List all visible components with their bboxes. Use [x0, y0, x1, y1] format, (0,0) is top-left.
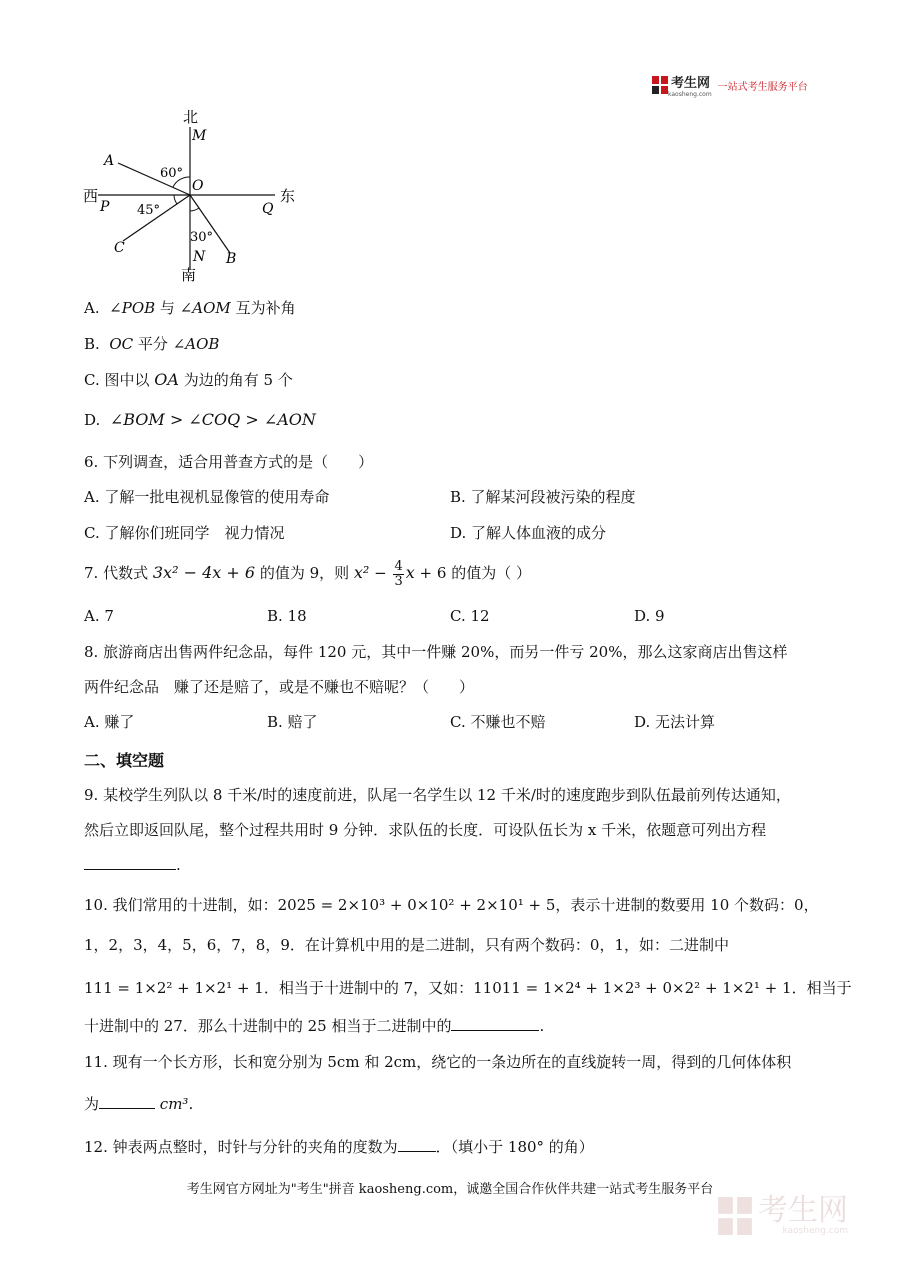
q5-option-c: C. 图中以 OA 为边的角有 5 个	[84, 370, 293, 389]
q8-option-a: A. 赚了	[84, 713, 135, 731]
q10-line-1: 10. 我们常用的十进制，如：2025 = 2×10³ + 0×10² + 2×10¹ + 5，表示十进制的数要用 10 个数码：0，	[84, 896, 819, 914]
arc-45	[174, 195, 177, 204]
q6-stem: 6. 下列调查，适合用普查方式的是（ ）	[84, 453, 374, 471]
q9-line-2: 然后立即返回队尾，整个过程共用时 9 分钟．求队伍的长度．可设队伍长为 x 千米，依题意可列出方程	[84, 821, 767, 839]
q6-option-a: A. 了解一批电视机显像管的使用寿命	[84, 488, 330, 506]
q8-line-1: 8. 旅游商店出售两件纪念品，每件 120 元，其中一件赚 20%，而另一件亏 20%，那么这家商店出售这样	[84, 643, 788, 661]
label-a: A	[104, 153, 115, 169]
q10-line-3: 111 = 1×2² + 1×2¹ + 1．相当于十进制中的 7，又如：11011 = 1×2⁴ + 1×2³ + 0×2² + 1×2¹ + 1．相当于	[84, 979, 852, 997]
section-heading: 二、填空题	[84, 751, 165, 770]
q6-option-c: C. 了解你们班同学 视力情况	[84, 524, 285, 542]
label-west: 西	[83, 187, 99, 205]
brand-slogan: 一站式考生服务平台	[717, 81, 808, 93]
q6-option-b: B. 了解某河段被污染的程度	[450, 488, 636, 506]
label-45deg: 45°	[137, 203, 161, 218]
kaosheng-logo-icon	[652, 76, 668, 94]
label-east: 东	[280, 187, 296, 205]
label-south: 南	[181, 266, 197, 284]
q7-option-d: D. 9	[634, 607, 665, 625]
label-o: O	[192, 178, 204, 194]
label-p: P	[100, 199, 110, 215]
compass-angle-figure	[80, 105, 310, 290]
q9-answer-blank: .	[84, 855, 181, 875]
label-30deg: 30°	[190, 230, 214, 245]
label-q: Q	[262, 201, 274, 217]
q7-option-b: B. 18	[267, 607, 307, 625]
q11-line-2: 为 cm³．	[84, 1095, 204, 1113]
arc-30	[190, 208, 199, 211]
q7-stem: 7. 代数式 3x² − 4x + 6 的值为 9，则 x² − $\frac{4}{3}$ x + 6 的值为（ ）	[84, 558, 531, 589]
label-c: C	[114, 240, 125, 256]
q5-option-b: B. OC 平分 ∠AOB	[84, 335, 220, 353]
label-b: B	[226, 251, 237, 267]
label-m: M	[192, 128, 207, 144]
q10-line-2: 1，2，3，4，5，6，7，8，9．在计算机中用的是二进制，只有两个数码：0，1，如：二进制中	[84, 936, 729, 954]
q7-option-c: C. 12	[450, 607, 490, 625]
header-logo	[652, 72, 808, 98]
brand-name: 考生网	[671, 76, 711, 91]
q9-line-1: 9. 某校学生列队以 8 千米/时的速度前进，队尾一名学生以 12 千米/时的速度跑步到队伍最前列传达通知，	[84, 786, 791, 804]
label-north: 北	[183, 108, 199, 126]
q5-option-d: D. ∠BOM > ∠COQ > ∠AON	[84, 410, 316, 429]
q10-line-4: 十进制中的 27．那么十进制中的 25 相当于二进制中的 .	[84, 1017, 545, 1035]
q8-line-2: 两件纪念品 赚了还是赔了，或是不赚也不赔呢？（ ）	[84, 678, 475, 696]
q7-option-a: A. 7	[84, 607, 114, 625]
watermark-logo-icon	[718, 1197, 752, 1235]
q6-option-d: D. 了解人体血液的成分	[450, 524, 607, 542]
ray-oc	[123, 195, 190, 241]
q8-option-c: C. 不赚也不赔	[450, 713, 546, 731]
watermark-text: 考生网	[758, 1193, 848, 1228]
watermark	[718, 1193, 848, 1236]
q5-option-a: A. ∠POB 与 ∠AOM 互为补角	[84, 299, 296, 317]
q11-line-1: 11. 现有一个长方形，长和宽分别为 5cm 和 2cm，绕它的一条边所在的直线旋转一周，得到的几何体体积	[84, 1053, 792, 1071]
q8-option-b: B. 赔了	[267, 713, 318, 731]
label-60deg: 60°	[160, 166, 184, 181]
q8-option-d: D. 无法计算	[634, 713, 716, 731]
label-n: N	[193, 249, 206, 265]
watermark-domain: kaosheng.com	[782, 1226, 848, 1236]
brand-domain: kaosheng.com	[668, 91, 712, 98]
q12-line: 12. 钟表两点整时，时针与分针的夹角的度数为 ．（填小于 180° 的角）	[84, 1138, 594, 1156]
page-footer: 考生网官方网址为"考生"拼音 kaosheng.com，诚邀全国合作伙伴共建一站式考生服务平台	[186, 1182, 714, 1197]
fraction-four-thirds: $\frac{4}{3}$	[394, 558, 403, 589]
